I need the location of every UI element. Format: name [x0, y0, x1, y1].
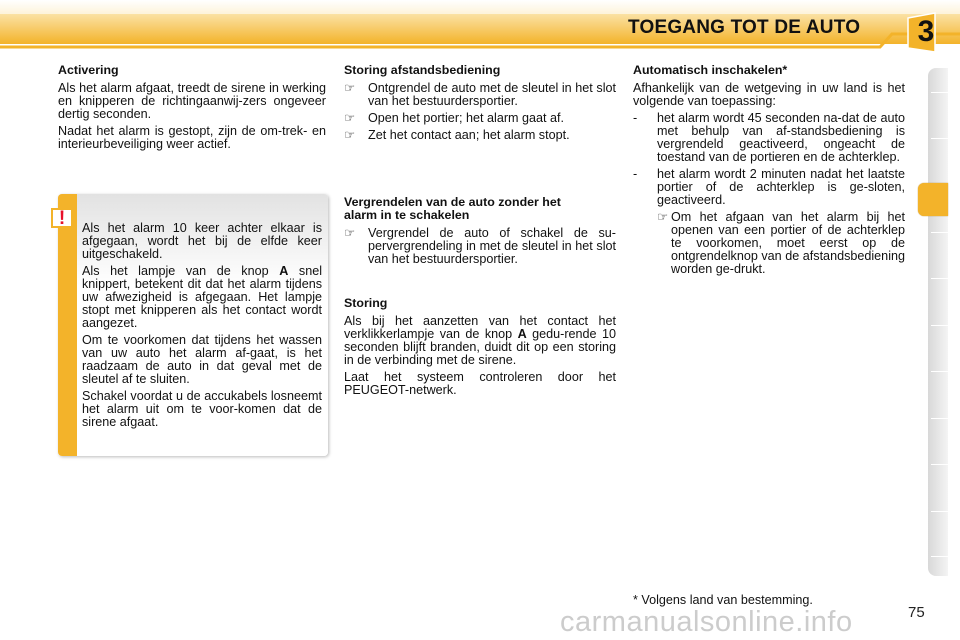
paragraph: [82, 265, 322, 330]
text: gedu-rende 10 seconden blijft branden, duidt dit op een storing in de verbinding met de sirene.: [344, 327, 616, 367]
warning-bar: [58, 194, 77, 456]
text: Als het lampje van de knop: [82, 264, 280, 278]
item-text: Vergrendel de auto of schakel de su-pervergrendeling in met de sleutel in het slot van het bestuurdersportier.: [368, 226, 616, 266]
list-item: [633, 112, 905, 164]
list-item: [344, 227, 616, 266]
watermark: carmanualsonline.info: [560, 606, 853, 638]
paragraph: [344, 315, 616, 367]
paragraph: Om te voorkomen dat tijdens het wassen van uw auto het alarm af-gaat, is het raadzaam de auto in dat geval met de sleutel af te sluiten.: [82, 333, 322, 386]
list-item: [344, 112, 616, 125]
list-item: [633, 168, 905, 207]
paragraph: Schakel voordat u de accukabels losneemt het alarm uit om te voor-komen dat de sirene afgaat.: [82, 389, 322, 429]
pointer-icon: ☞: [344, 226, 356, 240]
sub-list-item: [657, 211, 905, 276]
automatisch-section: [633, 64, 905, 280]
section-heading: Storing: [344, 296, 388, 310]
item-text: het alarm wordt 2 minuten nadat het laatste portier of de achterklep is ge-sloten, geactiveerd.: [657, 167, 905, 207]
chapter-tabs: [928, 68, 948, 576]
item-text: Ontgrendel de auto met de sleutel in het slot van het bestuurdersportier.: [368, 81, 616, 108]
section-heading: Activering: [58, 63, 119, 77]
paragraph: Laat het systeem controleren door het PEUGEOT-netwerk.: [344, 370, 616, 397]
pointer-icon: ☞: [344, 81, 356, 95]
dash: -: [633, 167, 638, 181]
vergrendelen-section: [344, 196, 616, 270]
dash: -: [633, 111, 638, 125]
list-item: [344, 129, 616, 142]
chapter-title: TOEGANG TOT DE AUTO: [628, 17, 861, 38]
item-text: Open het portier; het alarm gaat af.: [368, 111, 565, 125]
paragraph: Nadat het alarm is gestopt, zijn de om-trek- en interieurbeveiliging weer actief.: [58, 124, 326, 151]
paragraph: Als het alarm 10 keer achter elkaar is afgegaan, wordt het bij de elfde keer uitgeschakeld.: [82, 221, 322, 261]
item-text: Zet het contact aan; het alarm stopt.: [368, 128, 570, 142]
paragraph: Afhankelijk van de wetgeving in uw land is het volgende van toepassing:: [633, 81, 905, 108]
pointer-icon: ☞: [344, 128, 356, 142]
list-item: [344, 82, 616, 108]
text: Als bij het aanzetten van het contact het verklikkerlampje van de knop: [344, 314, 616, 341]
page-number: 75: [908, 604, 925, 621]
section-heading: Storing afstandsbediening: [344, 63, 501, 77]
button-ref: A: [517, 327, 527, 341]
warning-box: [58, 194, 328, 456]
storing-afstandsbediening-section: [344, 64, 616, 146]
button-ref: A: [279, 264, 289, 278]
activering-section: [58, 64, 326, 155]
warning-icon: !: [51, 208, 73, 228]
text: snel knippert, betekent dit dat het alarm tijdens uw afwezigheid is afgegaan. Het lampje stopt met knipperen als het contact wordt aangezet.: [82, 264, 322, 330]
pointer-icon: ☞: [344, 111, 356, 125]
section-heading: Vergrendelen van de auto zonder het alarm in te schakelen: [344, 195, 561, 222]
item-text: het alarm wordt 45 seconden na-dat de auto met behulp van af-standsbediening is vergrendeld geactiveerd, ongeacht de toestand van de portieren en de achterklep.: [657, 111, 905, 164]
pointer-icon: ☞: [657, 210, 669, 224]
chapter-number: 3: [917, 15, 935, 48]
item-text: Om het afgaan van het alarm bij het openen van een portier of de achterklep te voorkomen, moet eerst op de ontgrendelknop van de afstandsbediening worden ge-drukt.: [671, 210, 905, 276]
storing-section: [344, 297, 616, 401]
active-chapter-tab[interactable]: [918, 183, 948, 216]
paragraph: Als het alarm afgaat, treedt de sirene in werking en knipperen de richtingaanwij-zers ongeveer dertig seconden.: [58, 81, 326, 121]
footnote: * Volgens land van bestemming.: [633, 593, 813, 607]
section-heading: Automatisch inschakelen*: [633, 63, 788, 77]
